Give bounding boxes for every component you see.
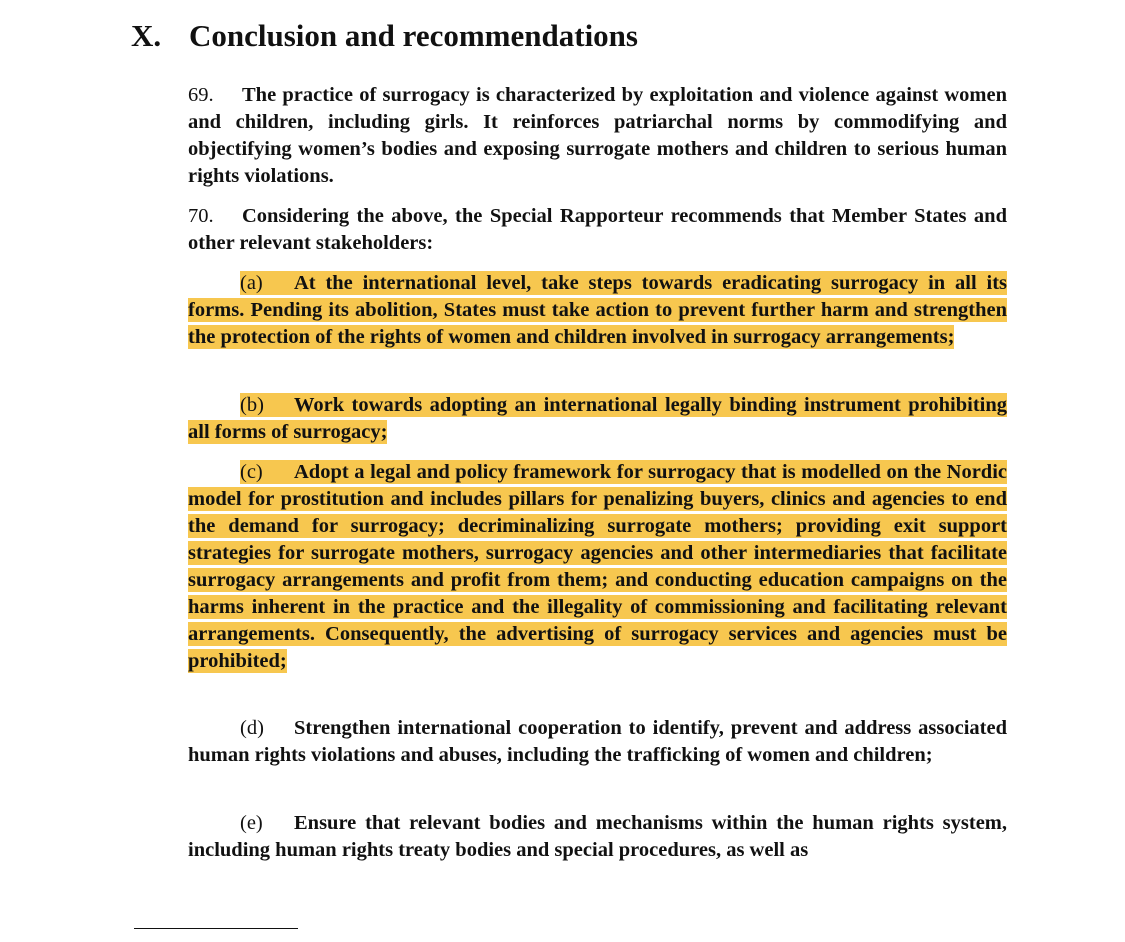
paragraph-text: Considering the above, the Special Rapporteur recommends that Member States and other relevant stakeholders: (188, 205, 1007, 254)
paragraph-69 (188, 82, 1007, 190)
recommendation-a (188, 270, 1007, 351)
section-title: Conclusion and recommendations (189, 18, 638, 53)
recommendation-label: (a) (240, 272, 263, 294)
highlight-mark (188, 460, 1007, 673)
paragraph-text: The practice of surrogacy is characterized by exploitation and violence against women and children, including girls. It reinforces patriarchal norms by commodifying and objectifying women’s bodies and exposing surrogate mothers and children to serious human rights violations. (188, 84, 1007, 187)
recommendation-text: Adopt a legal and policy framework for surrogacy that is modelled on the Nordic model for prostitution and includes pillars for penalizing buyers, clinics and agencies to end the demand for surrogacy; decriminalizing surrogate mothers; providing exit support strategies for surrogate mothers, surrogacy agencies and other intermediaries that facilitate surrogacy arrangements and profit from them; and conducting education campaigns on the harms inherent in the practice and the illegality of commissioning and facilitating relevant arrangements. Consequently, the advertising of surrogacy services and agencies must be prohibited; (188, 461, 1007, 672)
recommendation-d (188, 715, 1007, 769)
recommendation-label: (c) (240, 461, 263, 483)
recommendation-label: (b) (240, 394, 264, 416)
recommendation-c (188, 459, 1007, 675)
recommendation-text: Ensure that relevant bodies and mechanisms within the human rights system, including human rights treaty bodies and special procedures, as well as (188, 812, 1007, 861)
highlight-mark (188, 271, 1007, 349)
highlight-mark (188, 393, 1007, 444)
section-number: X. (131, 18, 162, 53)
recommendation-label: (d) (240, 717, 264, 739)
recommendation-text: Strengthen international cooperation to identify, prevent and address associated human rights violations and abuses, including the trafficking of women and children; (188, 717, 1007, 766)
recommendation-text: At the international level, take steps towards eradicating surrogacy in all its forms. Pending its abolition, States must take action to prevent further harm and strengthen the protection of the rights of women and children involved in surrogacy arrangements; (188, 272, 1007, 348)
recommendation-e (188, 810, 1007, 864)
paragraph-number: 69. (188, 84, 214, 106)
recommendation-label: (e) (240, 812, 263, 834)
paragraph-number: 70. (188, 205, 214, 227)
paragraph-70 (188, 203, 1007, 257)
footnote-separator (134, 928, 298, 929)
section-heading (131, 18, 638, 54)
recommendation-text: Work towards adopting an international legally binding instrument prohibiting all forms of surrogacy; (188, 394, 1007, 443)
recommendation-b (188, 392, 1007, 446)
